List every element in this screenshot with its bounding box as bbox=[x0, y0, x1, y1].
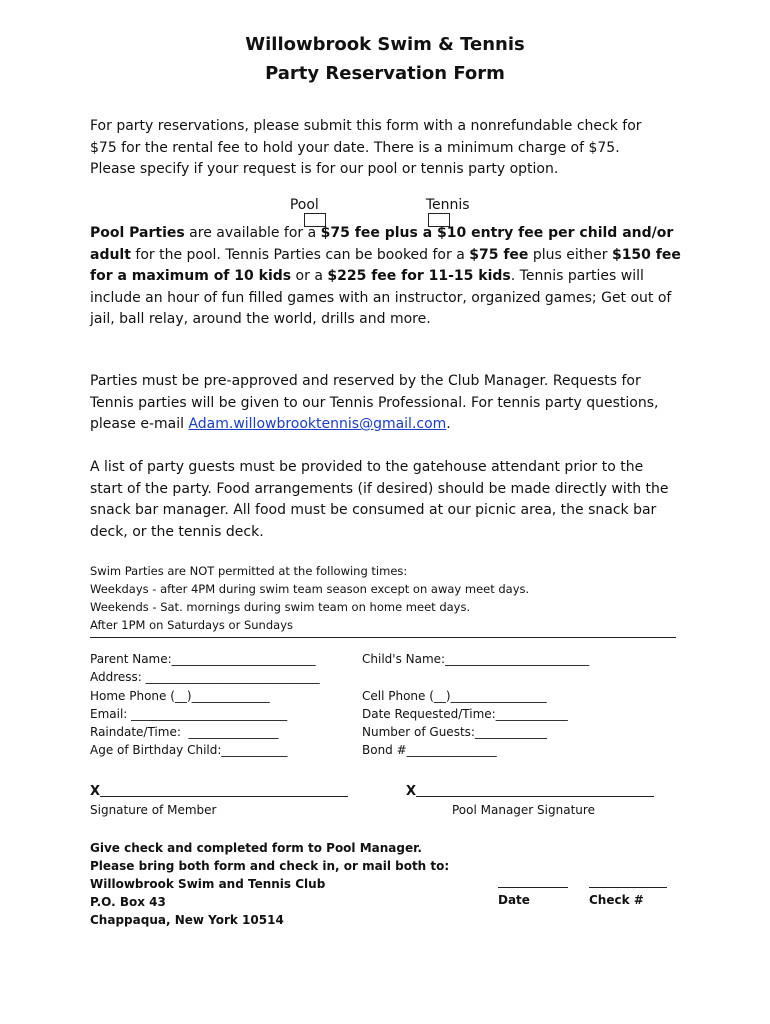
approval-text: Parties must be pre-approved and reserved by the Club Manager. Requests for Tennis parties will be given to our Tennis Professional. For tennis party questions, please e-mail bbox=[90, 373, 659, 432]
field-date-requested[interactable]: Date Requested/Time:____________ bbox=[362, 707, 568, 721]
pricing-text-2: for the pool. Tennis Parties can be booked for a bbox=[130, 246, 470, 263]
date-underline[interactable] bbox=[498, 887, 568, 888]
member-x-mark: X bbox=[90, 784, 101, 799]
manager-x-mark: X bbox=[406, 784, 417, 799]
mailing-line-1: Give check and completed form to Pool Manager. bbox=[90, 841, 422, 855]
mailing-line-5: Chappaqua, New York 10514 bbox=[90, 913, 284, 927]
field-address[interactable]: Address: _____________________________ bbox=[90, 670, 320, 684]
field-bond[interactable]: Bond #_______________ bbox=[362, 743, 497, 757]
pricing-bold-5: $225 fee for 11-15 kids bbox=[327, 268, 511, 284]
field-home-phone[interactable]: Home Phone (__)_____________ bbox=[90, 689, 270, 703]
check-underline[interactable] bbox=[589, 887, 667, 888]
section-divider bbox=[90, 637, 676, 638]
field-child-age[interactable]: Age of Birthday Child:___________ bbox=[90, 743, 288, 757]
pricing-bold-1: Pool Parties bbox=[90, 225, 185, 241]
pricing-text-1: are available for a bbox=[184, 225, 321, 241]
manager-signature-underline bbox=[416, 796, 654, 797]
pricing-text-3: plus either bbox=[528, 246, 612, 263]
email-link[interactable]: Adam.willowbrooktennis@gmail.com bbox=[188, 416, 447, 432]
form-subtitle: Party Reservation Form bbox=[265, 63, 505, 84]
form-title: Willowbrook Swim & Tennis bbox=[245, 34, 525, 55]
pool-label: Pool bbox=[289, 197, 319, 213]
restriction-weekends: Weekends - Sat. mornings during swim team on home meet days. bbox=[90, 600, 471, 614]
field-cell-phone[interactable]: Cell Phone (__)________________ bbox=[362, 689, 547, 703]
pricing-text-4: or a bbox=[291, 268, 328, 284]
pricing-bold-4: $150 fee for a maximum of 10 kids bbox=[90, 246, 681, 284]
mailing-line-4: P.O. Box 43 bbox=[90, 895, 166, 909]
field-email[interactable]: Email: __________________________ bbox=[90, 707, 288, 721]
restriction-heading: Swim Parties are NOT permitted at the following times: bbox=[90, 564, 408, 578]
pricing-paragraph bbox=[90, 223, 685, 331]
restriction-afternoons: After 1PM on Saturdays or Sundays bbox=[90, 618, 293, 632]
mailing-line-3: Willowbrook Swim and Tennis Club bbox=[90, 877, 326, 891]
mailing-line-2: Please bring both form and check in, or mail both to: bbox=[90, 859, 450, 873]
intro-paragraph: For party reservations, please submit this form with a nonrefundable check for $75 for the rental fee to hold your date. There is a minimum charge of $75. Please specify if your request is for our pool or tennis party option. bbox=[90, 118, 642, 177]
restriction-weekdays: Weekdays - after 4PM during swim team season except on away meet days. bbox=[90, 582, 530, 596]
member-signature-line[interactable] bbox=[90, 784, 348, 799]
approval-end: . bbox=[446, 416, 451, 432]
field-parent-name[interactable]: Parent Name:________________________ bbox=[90, 652, 316, 666]
guests-paragraph: A list of party guests must be provided to the gatehouse attendant prior to the start of the party. Food arrangements (if desired) should be made directly with the snack bar manager. All food must be consumed at our picnic area, the snack bar deck, or the tennis deck. bbox=[90, 459, 669, 540]
member-signature-underline bbox=[100, 796, 348, 797]
field-raindate[interactable]: Raindate/Time: _______________ bbox=[90, 725, 279, 739]
mailing-instructions bbox=[90, 839, 449, 929]
pricing-text-5: . Tennis parties will include an hour of fun filled games with an instructor, organized games; Get out of jail, ball relay, around the world, drills and more. bbox=[90, 268, 672, 327]
field-child-name[interactable]: Child's Name:________________________ bbox=[362, 652, 590, 666]
pricing-bold-2: $75 fee plus a $10 entry fee per child and/or adult bbox=[90, 225, 674, 263]
tennis-label: Tennis bbox=[425, 197, 470, 213]
manager-signature-line[interactable] bbox=[406, 784, 654, 799]
pricing-bold-3: $75 fee bbox=[469, 246, 529, 263]
date-label: Date bbox=[498, 893, 530, 907]
manager-signature-label: Pool Manager Signature bbox=[452, 803, 595, 817]
member-signature-label: Signature of Member bbox=[90, 803, 217, 817]
check-label: Check # bbox=[589, 893, 644, 907]
restrictions-list bbox=[90, 562, 690, 634]
field-guest-count[interactable]: Number of Guests:____________ bbox=[362, 725, 547, 739]
approval-paragraph bbox=[90, 371, 680, 436]
